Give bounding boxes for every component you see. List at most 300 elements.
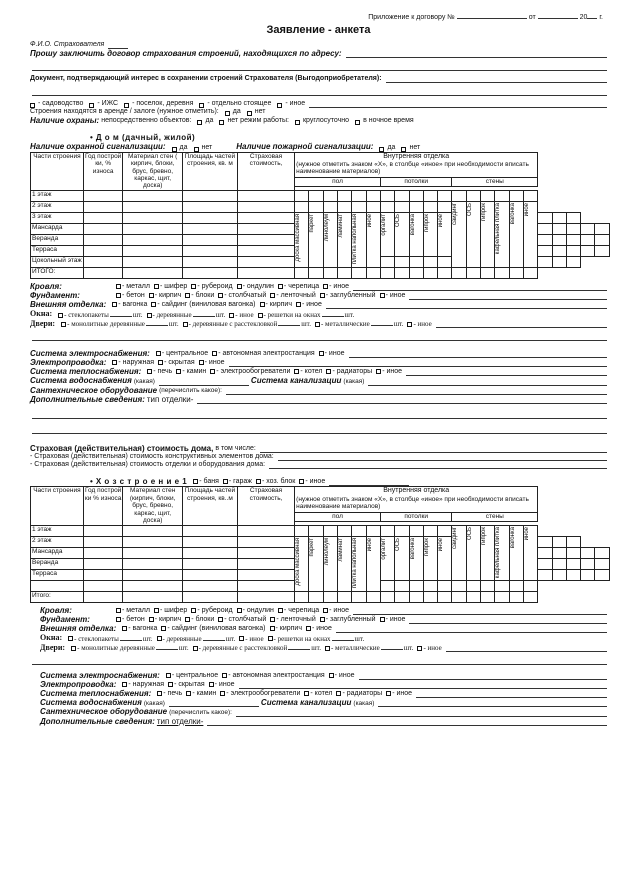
table-cell[interactable]: [552, 536, 566, 547]
ob-heating-checkbox-0[interactable]: [157, 691, 162, 696]
table-cell[interactable]: [552, 234, 566, 245]
table-cell[interactable]: [581, 234, 595, 245]
table-cell[interactable]: [237, 547, 294, 558]
ob-plumbing-field[interactable]: [236, 710, 607, 717]
house-windows-checkbox-0[interactable]: [58, 313, 63, 318]
table-cell[interactable]: [466, 190, 480, 201]
table-cell[interactable]: [395, 525, 409, 536]
table-cell[interactable]: [295, 190, 309, 201]
table-cell[interactable]: [438, 190, 452, 201]
table-cell[interactable]: [237, 245, 294, 256]
extra-field[interactable]: [197, 397, 607, 404]
ob-doors-checkbox-4[interactable]: [325, 646, 330, 651]
table-cell[interactable]: [452, 267, 466, 278]
table-cell[interactable]: [438, 525, 452, 536]
ob-roof-checkbox-2[interactable]: [191, 608, 196, 613]
table-cell[interactable]: [409, 201, 423, 212]
table-cell[interactable]: [123, 223, 182, 234]
table-cell[interactable]: [452, 525, 466, 580]
table-cell[interactable]: [380, 256, 394, 267]
table-cell[interactable]: [423, 212, 437, 256]
address-field-2[interactable]: [32, 64, 607, 71]
table-cell[interactable]: [309, 201, 323, 212]
table-cell[interactable]: [566, 245, 580, 256]
table-cell[interactable]: [123, 245, 182, 256]
table-cell[interactable]: [237, 558, 294, 569]
table-cell[interactable]: [538, 547, 552, 558]
ob-windows-checkbox-5[interactable]: [268, 636, 273, 641]
table-cell[interactable]: [323, 212, 337, 267]
table-cell[interactable]: [182, 591, 237, 602]
house-doors-count-field-1[interactable]: [146, 325, 168, 326]
table-cell[interactable]: [552, 558, 566, 569]
sewer-field[interactable]: [368, 379, 607, 386]
table-cell[interactable]: [182, 547, 237, 558]
table-cell[interactable]: [538, 256, 552, 267]
table-cell[interactable]: [509, 591, 523, 602]
table-cell[interactable]: [523, 591, 537, 602]
ob-heating-checkbox-4[interactable]: [336, 691, 341, 696]
ob-heating-checkbox-1[interactable]: [186, 691, 191, 696]
outbuilding-other-field[interactable]: [329, 479, 409, 486]
house-heating-checkbox-5[interactable]: [376, 369, 381, 374]
table-cell[interactable]: [323, 591, 337, 602]
table-cell[interactable]: [123, 580, 182, 591]
table-cell[interactable]: [237, 223, 294, 234]
ob-doors-other-field[interactable]: [446, 645, 607, 652]
table-cell[interactable]: [581, 558, 595, 569]
guard-night-checkbox[interactable]: [355, 120, 360, 125]
document-field-2[interactable]: [32, 89, 607, 96]
house-windows-checkbox-4[interactable]: [229, 313, 234, 318]
ob-power-checkbox-0[interactable]: [166, 673, 171, 678]
table-cell[interactable]: [509, 190, 523, 201]
year-field[interactable]: [587, 18, 597, 19]
table-cell[interactable]: [309, 536, 323, 591]
table-cell[interactable]: [595, 547, 610, 558]
table-cell[interactable]: [352, 267, 366, 278]
doors-other-field[interactable]: [436, 321, 607, 328]
table-cell[interactable]: [481, 190, 495, 201]
table-cell[interactable]: [352, 591, 366, 602]
table-cell[interactable]: [380, 201, 394, 212]
table-cell[interactable]: [123, 234, 182, 245]
table-cell[interactable]: [552, 547, 566, 558]
house-roof-checkbox-3[interactable]: [237, 284, 242, 289]
table-cell[interactable]: [452, 591, 466, 602]
house-windows-checkbox-2[interactable]: [147, 313, 152, 318]
table-cell[interactable]: [552, 569, 566, 580]
house-exterior-checkbox-0[interactable]: [112, 302, 117, 307]
table-cell[interactable]: [309, 212, 323, 267]
table-cell[interactable]: [123, 591, 182, 602]
table-cell[interactable]: [438, 267, 452, 278]
house-foundation-checkbox-2[interactable]: [185, 293, 190, 298]
insurer-name-field[interactable]: [108, 42, 128, 49]
table-cell[interactable]: [182, 245, 237, 256]
house-foundation-checkbox-0[interactable]: [116, 293, 121, 298]
table-cell[interactable]: [123, 212, 182, 223]
table-cell[interactable]: [538, 536, 552, 547]
table-cell[interactable]: [237, 256, 294, 267]
alarm-fire-no-checkbox[interactable]: [401, 147, 406, 152]
table-cell[interactable]: [509, 525, 523, 580]
house-windows-count-field-1[interactable]: [110, 316, 132, 317]
table-cell[interactable]: [83, 591, 123, 602]
table-cell[interactable]: [481, 267, 495, 278]
table-cell[interactable]: [423, 536, 437, 580]
table-cell[interactable]: [237, 267, 294, 278]
ob-windows-count-field-1[interactable]: [120, 640, 142, 641]
table-cell[interactable]: [123, 547, 182, 558]
table-cell[interactable]: [366, 591, 380, 602]
ob-types-checkbox-0[interactable]: [193, 479, 198, 484]
ob-heating-checkbox-3[interactable]: [304, 691, 309, 696]
ob-wiring-other-field[interactable]: [239, 682, 608, 689]
table-cell[interactable]: [452, 580, 466, 591]
table-cell[interactable]: [566, 536, 580, 547]
table-cell[interactable]: [395, 267, 409, 278]
table-cell[interactable]: [409, 267, 423, 278]
ob-roof-checkbox-3[interactable]: [237, 608, 242, 613]
table-cell[interactable]: [83, 547, 123, 558]
table-cell[interactable]: [409, 536, 423, 580]
table-cell[interactable]: [123, 569, 182, 580]
table-cell[interactable]: [566, 212, 580, 223]
table-cell[interactable]: [83, 245, 123, 256]
table-cell[interactable]: [83, 536, 123, 547]
table-cell[interactable]: [237, 234, 294, 245]
table-cell[interactable]: [380, 212, 394, 256]
table-cell[interactable]: [237, 201, 294, 212]
table-cell[interactable]: [395, 201, 409, 212]
table-cell[interactable]: [438, 201, 452, 212]
table-cell[interactable]: [83, 212, 123, 223]
ob-roof-checkbox-0[interactable]: [116, 608, 121, 613]
table-cell[interactable]: [309, 591, 323, 602]
ob-foundation-other-field[interactable]: [409, 617, 607, 624]
ob-wiring-checkbox-1[interactable]: [168, 682, 173, 687]
ob-roof-checkbox-1[interactable]: [154, 608, 159, 613]
house-doors-checkbox-4[interactable]: [315, 322, 320, 327]
ob-windows-count-field-3[interactable]: [203, 640, 225, 641]
blank-line[interactable]: [32, 658, 607, 665]
table-cell[interactable]: [452, 201, 466, 267]
table-cell[interactable]: [338, 190, 352, 201]
table-cell[interactable]: [423, 580, 437, 591]
table-cell[interactable]: [523, 580, 537, 591]
ob-foundation-checkbox-5[interactable]: [320, 617, 325, 622]
table-cell[interactable]: [352, 201, 366, 212]
house-power-checkbox-2[interactable]: [319, 351, 324, 356]
table-cell[interactable]: [380, 525, 394, 536]
house-doors-checkbox-2[interactable]: [183, 322, 188, 327]
value-line1-field[interactable]: [278, 454, 607, 461]
table-cell[interactable]: [237, 190, 294, 201]
rent-yes-checkbox[interactable]: [225, 111, 230, 116]
table-cell[interactable]: [83, 190, 123, 201]
house-doors-checkbox-6[interactable]: [407, 322, 412, 327]
table-cell[interactable]: [338, 267, 352, 278]
ob-foundation-checkbox-2[interactable]: [185, 617, 190, 622]
guard-no-checkbox[interactable]: [219, 120, 224, 125]
ob-windows-checkbox-0[interactable]: [68, 636, 73, 641]
table-cell[interactable]: [182, 256, 237, 267]
ob-exterior-checkbox-3[interactable]: [306, 626, 311, 631]
ob-power-other-field[interactable]: [359, 673, 608, 680]
table-cell[interactable]: [466, 580, 480, 591]
ob-heating-checkbox-5[interactable]: [386, 691, 391, 696]
table-cell[interactable]: [182, 201, 237, 212]
table-cell[interactable]: [509, 267, 523, 278]
guard-yes-checkbox[interactable]: [197, 120, 202, 125]
house-windows-checkbox-5[interactable]: [258, 313, 263, 318]
table-cell[interactable]: [523, 267, 537, 278]
table-cell[interactable]: [595, 223, 610, 234]
table-cell[interactable]: [323, 201, 337, 212]
table-cell[interactable]: [452, 190, 466, 201]
table-cell[interactable]: [566, 569, 580, 580]
table-cell[interactable]: [423, 190, 437, 201]
ob-roof-checkbox-4[interactable]: [278, 608, 283, 613]
table-cell[interactable]: [395, 212, 409, 256]
table-cell[interactable]: [323, 190, 337, 201]
table-cell[interactable]: [438, 536, 452, 580]
ob-heating-checkbox-2[interactable]: [220, 691, 225, 696]
table-cell[interactable]: [83, 223, 123, 234]
table-cell[interactable]: [495, 525, 509, 580]
house-foundation-checkbox-1[interactable]: [149, 293, 154, 298]
table-cell[interactable]: [595, 234, 610, 245]
table-cell[interactable]: [380, 580, 394, 591]
table-cell[interactable]: [295, 212, 309, 267]
ob-doors-count-field-3[interactable]: [288, 649, 310, 650]
ob-power-checkbox-2[interactable]: [329, 673, 334, 678]
table-cell[interactable]: [552, 256, 566, 267]
roof-other-field[interactable]: [353, 284, 607, 291]
table-cell[interactable]: [182, 190, 237, 201]
ob-types-checkbox-2[interactable]: [256, 479, 261, 484]
power-other-field[interactable]: [349, 351, 608, 358]
house-power-checkbox-0[interactable]: [156, 351, 161, 356]
table-cell[interactable]: [481, 525, 495, 580]
table-cell[interactable]: [423, 201, 437, 212]
table-cell[interactable]: [466, 201, 480, 267]
address-field[interactable]: [346, 51, 607, 58]
house-foundation-checkbox-4[interactable]: [270, 293, 275, 298]
table-cell[interactable]: [237, 591, 294, 602]
ob-roof-other-field[interactable]: [353, 608, 607, 615]
table-cell[interactable]: [182, 267, 237, 278]
plumbing-field[interactable]: [226, 388, 607, 395]
table-cell[interactable]: [595, 245, 610, 256]
blank-line[interactable]: [32, 427, 607, 434]
house-heating-checkbox-3[interactable]: [294, 369, 299, 374]
document-field[interactable]: [386, 76, 607, 83]
table-cell[interactable]: [237, 569, 294, 580]
table-cell[interactable]: [295, 591, 309, 602]
table-cell[interactable]: [509, 201, 523, 267]
table-cell[interactable]: [538, 569, 552, 580]
table-cell[interactable]: [581, 547, 595, 558]
alarm-fire-yes-checkbox[interactable]: [379, 147, 384, 152]
table-cell[interactable]: [395, 580, 409, 591]
table-cell[interactable]: [323, 525, 337, 536]
ob-extra-field[interactable]: [207, 719, 607, 726]
table-cell[interactable]: [309, 190, 323, 201]
table-cell[interactable]: [581, 569, 595, 580]
table-cell[interactable]: [123, 267, 182, 278]
wiring-other-field[interactable]: [229, 360, 608, 367]
table-cell[interactable]: [566, 558, 580, 569]
table-cell[interactable]: [83, 256, 123, 267]
house-heating-checkbox-1[interactable]: [176, 369, 181, 374]
house-roof-checkbox-2[interactable]: [191, 284, 196, 289]
table-cell[interactable]: [566, 256, 580, 267]
table-cell[interactable]: [466, 591, 480, 602]
table-cell[interactable]: [182, 525, 237, 536]
value-field[interactable]: [260, 446, 607, 453]
table-cell[interactable]: [83, 525, 123, 536]
house-windows-count-field-6[interactable]: [322, 316, 344, 317]
ob-types-checkbox-3[interactable]: [299, 479, 304, 484]
table-cell[interactable]: [83, 558, 123, 569]
table-cell[interactable]: [123, 536, 182, 547]
table-cell[interactable]: [438, 212, 452, 256]
ob-windows-count-field-6[interactable]: [332, 640, 354, 641]
exterior-other-field[interactable]: [326, 302, 607, 309]
table-cell[interactable]: [395, 591, 409, 602]
table-cell[interactable]: [295, 201, 309, 212]
table-cell[interactable]: [309, 267, 323, 278]
heating-other-field[interactable]: [406, 369, 607, 376]
house-foundation-checkbox-6[interactable]: [380, 293, 385, 298]
ob-foundation-checkbox-3[interactable]: [218, 617, 223, 622]
table-cell[interactable]: [83, 267, 123, 278]
alarm-security-no-checkbox[interactable]: [194, 147, 199, 152]
ob-foundation-checkbox-0[interactable]: [116, 617, 121, 622]
ob-doors-checkbox-2[interactable]: [193, 646, 198, 651]
house-wiring-checkbox-1[interactable]: [158, 360, 163, 365]
table-cell[interactable]: [83, 201, 123, 212]
table-cell[interactable]: [295, 536, 309, 591]
table-cell[interactable]: [123, 256, 182, 267]
house-exterior-checkbox-2[interactable]: [260, 302, 265, 307]
table-cell[interactable]: [237, 525, 294, 536]
table-cell[interactable]: [495, 201, 509, 267]
table-cell[interactable]: [237, 580, 294, 591]
guard-round-checkbox[interactable]: [295, 120, 300, 125]
table-cell[interactable]: [481, 580, 495, 591]
table-cell[interactable]: [409, 591, 423, 602]
house-roof-checkbox-1[interactable]: [154, 284, 159, 289]
ob-exterior-checkbox-2[interactable]: [270, 626, 275, 631]
ob-wiring-checkbox-0[interactable]: [122, 682, 127, 687]
house-heating-checkbox-4[interactable]: [326, 369, 331, 374]
table-cell[interactable]: [123, 558, 182, 569]
table-cell[interactable]: [123, 190, 182, 201]
table-cell[interactable]: [182, 580, 237, 591]
contract-date-field[interactable]: [538, 18, 578, 19]
table-cell[interactable]: [338, 536, 352, 591]
table-cell[interactable]: [366, 190, 380, 201]
ob-foundation-checkbox-4[interactable]: [270, 617, 275, 622]
table-cell[interactable]: [509, 580, 523, 591]
contract-number-field[interactable]: [457, 18, 527, 19]
house-foundation-checkbox-5[interactable]: [320, 293, 325, 298]
table-cell[interactable]: [338, 525, 352, 536]
table-cell[interactable]: [352, 212, 366, 267]
table-cell[interactable]: [552, 223, 566, 234]
house-doors-count-field-5[interactable]: [371, 325, 393, 326]
house-exterior-checkbox-3[interactable]: [296, 302, 301, 307]
ob-foundation-checkbox-1[interactable]: [149, 617, 154, 622]
table-cell[interactable]: [495, 580, 509, 591]
table-cell[interactable]: [438, 580, 452, 591]
table-cell[interactable]: [182, 212, 237, 223]
ob-windows-checkbox-4[interactable]: [239, 636, 244, 641]
house-wiring-checkbox-2[interactable]: [199, 360, 204, 365]
table-cell[interactable]: [523, 190, 537, 201]
table-cell[interactable]: [481, 591, 495, 602]
ob-water-field[interactable]: [169, 700, 259, 707]
ob-doors-checkbox-6[interactable]: [417, 646, 422, 651]
table-cell[interactable]: [538, 234, 552, 245]
table-cell[interactable]: [409, 256, 423, 267]
table-cell[interactable]: [237, 212, 294, 223]
table-cell[interactable]: [380, 267, 394, 278]
table-cell[interactable]: [123, 201, 182, 212]
ob-foundation-checkbox-6[interactable]: [380, 617, 385, 622]
table-cell[interactable]: [423, 267, 437, 278]
table-cell[interactable]: [380, 591, 394, 602]
ob-windows-checkbox-2[interactable]: [157, 636, 162, 641]
ob-exterior-other-field[interactable]: [336, 626, 607, 633]
table-cell[interactable]: [380, 536, 394, 580]
table-cell[interactable]: [552, 245, 566, 256]
table-cell[interactable]: [83, 580, 123, 591]
table-cell[interactable]: [581, 245, 595, 256]
alarm-security-yes-checkbox[interactable]: [172, 147, 177, 152]
table-cell[interactable]: [182, 558, 237, 569]
table-cell[interactable]: [366, 212, 380, 267]
table-cell[interactable]: [182, 234, 237, 245]
ob-exterior-checkbox-1[interactable]: [161, 626, 166, 631]
table-cell[interactable]: [352, 190, 366, 201]
table-cell[interactable]: [538, 212, 552, 223]
table-cell[interactable]: [438, 256, 452, 267]
table-cell[interactable]: [338, 591, 352, 602]
house-roof-checkbox-4[interactable]: [278, 284, 283, 289]
table-cell[interactable]: [566, 223, 580, 234]
table-cell[interactable]: [366, 267, 380, 278]
ob-roof-checkbox-5[interactable]: [323, 608, 328, 613]
table-cell[interactable]: [352, 536, 366, 591]
table-cell[interactable]: [182, 569, 237, 580]
table-cell[interactable]: [581, 223, 595, 234]
table-cell[interactable]: [538, 223, 552, 234]
table-cell[interactable]: [395, 256, 409, 267]
table-cell[interactable]: [83, 569, 123, 580]
blank-line[interactable]: [32, 412, 607, 419]
house-roof-checkbox-5[interactable]: [323, 284, 328, 289]
table-cell[interactable]: [338, 201, 352, 212]
table-cell[interactable]: [409, 525, 423, 536]
foundation-other-field[interactable]: [409, 293, 607, 300]
table-cell[interactable]: [237, 536, 294, 547]
table-cell[interactable]: [352, 525, 366, 536]
table-cell[interactable]: [295, 525, 309, 536]
